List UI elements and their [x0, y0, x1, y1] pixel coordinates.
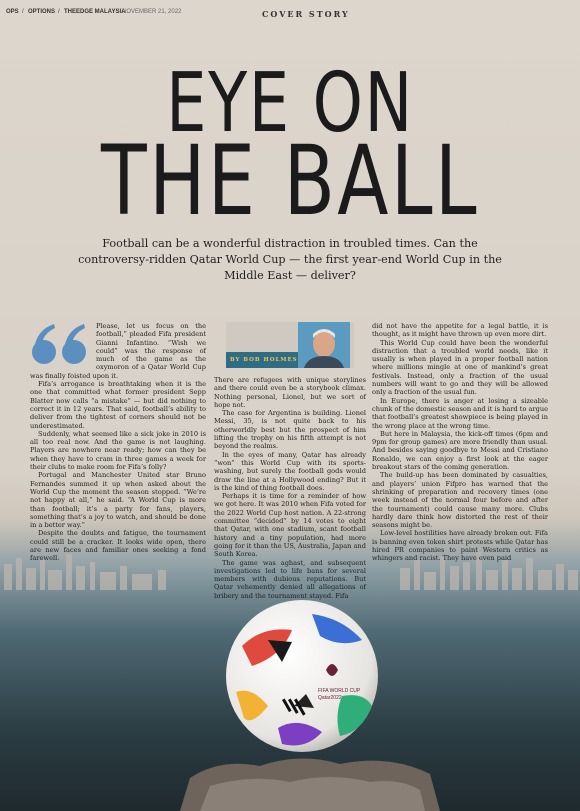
quote-mark-icon [30, 322, 90, 368]
ball-host: Qatar2022 [318, 695, 342, 701]
paragraph: In the eyes of many, Qatar has already “won” this World Cup with its sports-washing, but surely the football gods would draw the line at a Hollywood ending? But it is the kind of thing football does. [214, 450, 366, 492]
paragraph: Perhaps it is time for a reminder of how we got here. It was 2010 when Fifa voted for the 2022 World Cup host nation. A 22-strong committee “decided” by 14 votes to eight that Qatar, with one stadium, scant football history and a tiny population, had more going for it than the US, Australia, Japan and South Korea. [214, 492, 366, 559]
paragraph: In Europe, there is anger at losing a sizeable chunk of the domestic season and it is hard to argue that football’s greatest showpiece is being played in the wrong place at the wrong time. [372, 396, 548, 430]
standfirst: Football can be a wonderful distraction in troubled times. Can the controversy-ridden Qatar World Cup — the first year-end World Cup in the Middle East — deliver? [78, 237, 502, 282]
paragraph: This World Cup could have been the wonderful distraction that a troubled world needs, like it usually is when played in a proper football nation where millions mingle at one of mankind’s great festivals. Instead, only a fraction of the usual numbers will want to go and they will be allowed only a fraction of the usual fun. [372, 338, 548, 397]
paragraph: Low-level hostilities have already broken out. Fifa is banning even token shirt protests while Qatar has hired PR companies to paint Western critics as whingers and racist. They have even paid [372, 529, 548, 563]
article-column-2 [214, 322, 366, 600]
paragraph: did not have the appetite for a legal battle, it is thought, as it might have thrown up even more dirt. [372, 322, 548, 339]
paragraph: Fifa’s arrogance is breathtaking when it is the one that committed what former president Sepp Blatter now calls “a mistake” — but did nothing to correct it in 12 years. That said, football’s ability to deliver from the tightest of corners should not be underestimated. [30, 380, 206, 430]
article-column-1 [30, 322, 206, 563]
paragraph: Despite the doubts and fatigue, the tournament could still be a cracker. It looks wide open, there are new faces and familiar ones seeking a fond farewell. [30, 529, 206, 563]
football-image [222, 596, 382, 756]
paragraph: The build-up has been dominated by casualties, and players’ union Fifpro has warned that the shrinking of preparation and recovery times (one week instead of the normal four before and after the tournament) could cause many more. Clubs hardly dare think how distorted the rest of their seasons might be. [372, 471, 548, 530]
paragraph: Suddenly, what seemed like a sick joke in 2010 is all too real now. And the game is not laughing. Players are nowhere near ready; how can they be when they have to cram in three games a week for their clubs to make room for Fifa’s folly? [30, 429, 206, 472]
paragraph: The game was aghast, and subsequent investigations led to life bans for several members with dubious reputations. But Qatar vehemently denied all allegations of bribery and the tournament stayed. Fifa [214, 558, 366, 600]
paragraph: Please, let us focus on the football,” pleaded Fifa president Gianni Infantino. “Wish we could” was the response of much of the game as the oxymoron of a Qatar World Cup was finally foisted upon it. [30, 322, 206, 380]
issue-date: NOVEMBER 21, 2022 [122, 9, 182, 15]
byline-box [226, 322, 354, 368]
paragraph: But here in Malaysia, the kick-off times (6pm and 9pm for group games) are more friendly than usual. And besides saying goodbye to Messi and Cristiano Ronaldo, we can enjoy a first look at the eager breakout stars of the coming generation. [372, 429, 548, 472]
publication-name: THEEDGE MALAYSIA [64, 9, 126, 15]
byline-label: BY BOB HOLMES [226, 352, 304, 368]
paragraph: Portugal and Manchester United star Bruno Fernandes summed it up when asked about the World Cup the moment the season stopped. “We’re not happy at all,” he said. “A World Cup is more than football; it’s a party for fans, players, something that’s a joy to watch, and should be done in a better way.” [30, 471, 206, 530]
category-label: COVER STORY [262, 9, 350, 19]
headline-line-2: THE BALL [101, 125, 479, 237]
section-label: OPTIONS [28, 9, 56, 15]
headline-line-1: EYE ON [166, 56, 414, 151]
page-header: OPS / OPTIONS / THEEDGE MALAYSIA NOVEMBER 21, 2022 COVER STORY [6, 9, 350, 19]
football-icon [222, 596, 382, 756]
ball-brand: FIFA WORLD CUP [318, 688, 361, 694]
paragraph: The case for Argentina is building. Lionel Messi, 35, is not quite back to his otherworldly best but the prospect of him lifting the trophy on his fifth attempt is not beyond the realms. [214, 409, 366, 451]
article-column-3 [372, 322, 548, 563]
author-photo [298, 322, 350, 368]
page-number: OPS [6, 9, 19, 15]
paragraph: There are refugees with unique storylines and there could even be a storybook climax. Nothing personal, Lionel, but we sort of hope not. [214, 376, 366, 409]
